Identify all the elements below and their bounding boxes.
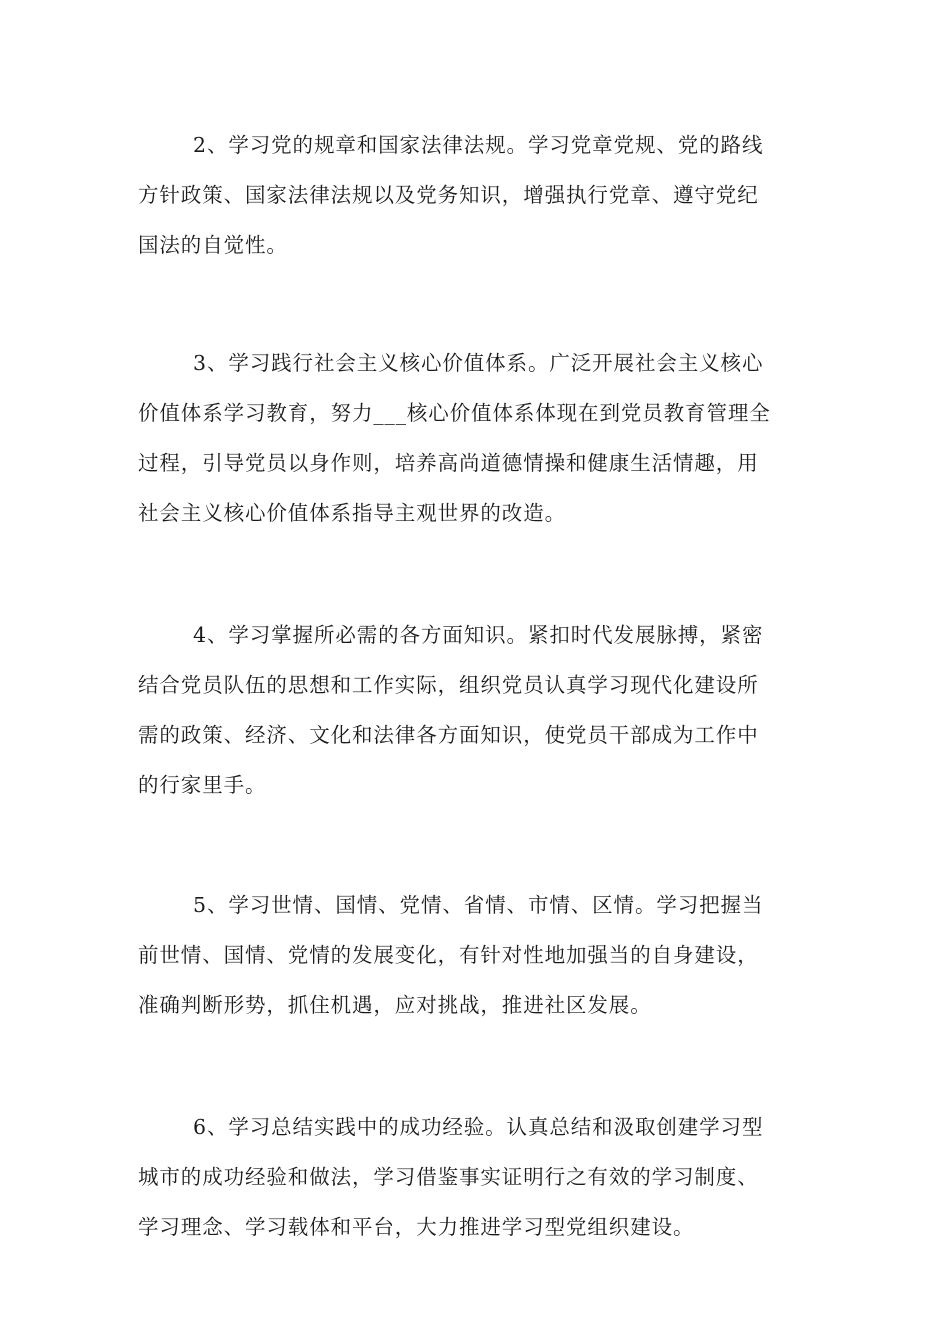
paragraph-item-2 — [138, 120, 804, 270]
paragraph-line: 社会主义核心价值体系指导主观世界的改造。 — [138, 501, 566, 525]
paragraph-line: 前世情、国情、党情的发展变化，有针对性地加强当的自身建设， — [138, 943, 759, 967]
paragraph-line: 需的政策、经济、文化和法律各方面知识，使党员干部成为工作中 — [138, 723, 759, 747]
paragraph-line: 5、学习世情、国情、党情、省情、市情、区情。学习把握当 — [193, 893, 764, 917]
paragraph-line: 过程，引导党员以身作则，培养高尚道德情操和健康生活情趣，用 — [138, 451, 759, 475]
paragraph-line: 6、学习总结实践中的成功经验。认真总结和汲取创建学习型 — [193, 1115, 764, 1139]
paragraph-line: 结合党员队伍的思想和工作实际，组织党员认真学习现代化建设所 — [138, 673, 759, 697]
paragraph-line: 4、学习掌握所必需的各方面知识。紧扣时代发展脉搏，紧密 — [193, 623, 764, 647]
paragraph-item-5 — [138, 880, 804, 1030]
paragraph-item-6 — [138, 1102, 804, 1252]
paragraph-line: 3、学习践行社会主义核心价值体系。广泛开展社会主义核心 — [193, 351, 764, 375]
paragraph-line: 方针政策、国家法律法规以及党务知识，增强执行党章、遵守党纪 — [138, 183, 759, 207]
paragraph-line: 城市的成功经验和做法，学习借鉴事实证明行之有效的学习制度、 — [138, 1165, 759, 1189]
paragraph-line: 学习理念、学习载体和平台，大力推进学习型党组织建设。 — [138, 1215, 695, 1239]
paragraph-line: 准确判断形势，抓住机遇，应对挑战，推进社区发展。 — [138, 993, 652, 1017]
paragraph-line: 价值体系学习教育，努力___核心价值体系体现在到党员教育管理全 — [138, 401, 771, 425]
document-page — [138, 120, 804, 1324]
paragraph-line: 2、学习党的规章和国家法律法规。学习党章党规、党的路线 — [193, 133, 764, 157]
paragraph-item-3 — [138, 338, 804, 538]
paragraph-line: 的行家里手。 — [138, 773, 267, 797]
paragraph-item-4 — [138, 610, 804, 810]
paragraph-line: 国法的自觉性。 — [138, 233, 288, 257]
